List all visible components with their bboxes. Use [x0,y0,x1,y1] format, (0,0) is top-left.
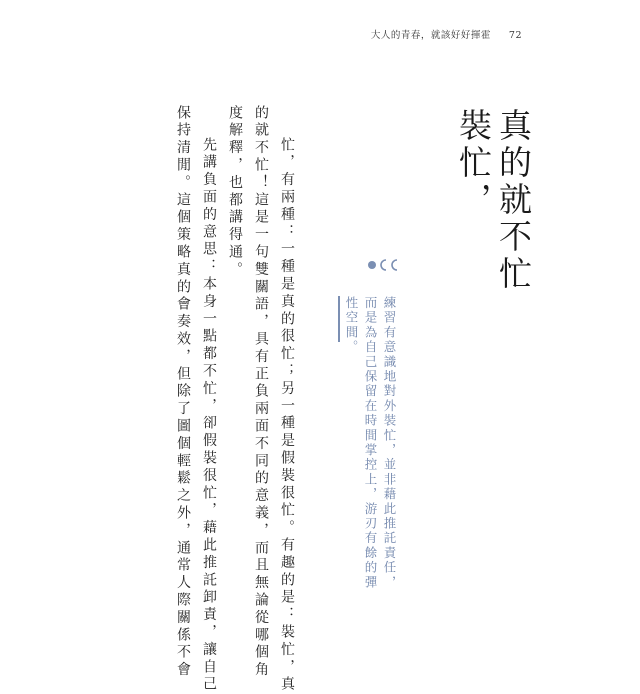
body-line-4: 先講負面的意思：本身一點都不忙，卻假裝很忙，藉此推託卸責，讓自己 [201,137,217,694]
running-header [371,27,522,41]
body-line-1: 忙，有兩種：一種是真的很忙；另一種是假裝很忙。有趣的是：裝忙，真 [279,137,295,694]
body-line-3: 度解釋，也都講得通。 [227,105,243,279]
body-line-5: 保持清閒。這個策略真的會奏效，但除了圖個輕鬆之外，通常人際關係不會 [175,105,191,680]
side-note [338,296,396,610]
chapter-title-line-1: 裝忙， [454,108,493,219]
note-line-2: 而是為自己保留在時間掌控上，游刃有餘的彈 [363,296,378,590]
note-line-3: 性空間。 [344,296,359,355]
page-number: 72 [508,30,522,41]
running-title: 大人的青春，就該好好揮霍 [370,30,491,41]
note-accent-bar [338,296,340,342]
ornament-icon [366,257,402,273]
note-line-1: 練習有意識地對外裝忙，並非藉此推託責任， [382,296,397,590]
body-line-2: 的就不忙！這是一句雙關語，具有正負兩面不同的意義，而且無論從哪個角 [253,105,269,680]
chapter-title-line-2: 真的就不忙 [494,108,533,293]
